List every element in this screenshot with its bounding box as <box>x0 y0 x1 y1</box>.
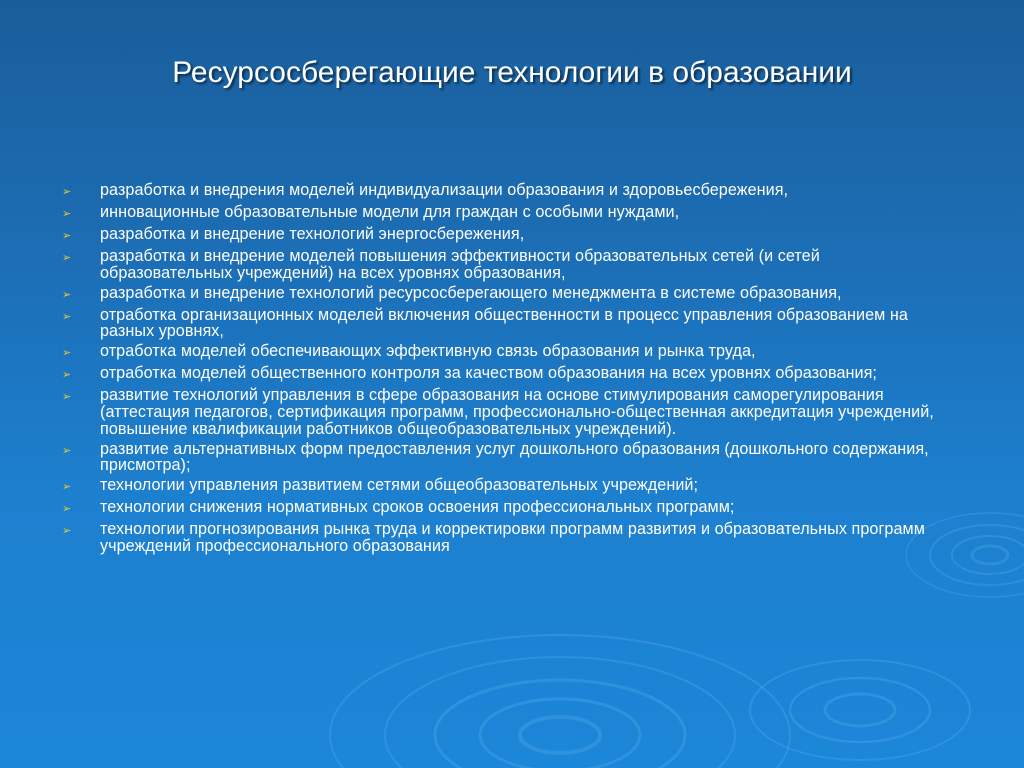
bullet-list <box>62 182 942 558</box>
list-item <box>62 285 942 304</box>
bullet-text: технологии управления развитием сетями общеобразовательных учреждений; <box>100 476 699 495</box>
list-item <box>62 307 942 341</box>
arrow-bullet-icon: ➢ <box>62 230 72 242</box>
arrow-bullet-icon: ➢ <box>62 347 72 360</box>
arrow-bullet-icon: ➢ <box>62 252 72 264</box>
slide-title: Ресурсосберегающие технологии в образовании <box>172 56 852 89</box>
bullet-text: разработка и внедрение моделей повышения эффективности образовательных сетей (и сетей образовательных учреждений) на всех уровнях образования, <box>100 247 820 282</box>
arrow-bullet-icon: ➢ <box>62 525 72 538</box>
arrow-bullet-icon: ➢ <box>62 186 72 198</box>
bullet-text: отработка моделей общественного контроля за качеством образования на всех уровнях образования; <box>100 364 877 383</box>
list-item <box>62 387 942 437</box>
arrow-bullet-icon: ➢ <box>62 391 72 404</box>
bullet-text: технологии снижения нормативных сроков освоения профессиональных программ; <box>100 498 735 517</box>
list-item <box>62 441 942 475</box>
bullet-text: разработка и внедрение технологий энергосбережения, <box>100 225 525 243</box>
list-item <box>62 499 942 518</box>
arrow-bullet-icon: ➢ <box>62 481 72 494</box>
bullet-text: отработка организационных моделей включения общественности в процесс управления образованием на разных уровнях, <box>100 305 908 341</box>
bullet-text: отработка моделей обеспечивающих эффективную связь образования и рынка труда, <box>100 342 756 361</box>
list-item <box>62 343 942 362</box>
bullet-text: инновационные образовательные модели для граждан с особыми нуждами, <box>100 203 680 221</box>
list-item <box>62 204 942 223</box>
arrow-bullet-icon: ➢ <box>62 288 72 301</box>
bullet-text: разработка и внедрение технологий ресурсосберегающего менеджмента в системе образования, <box>100 283 842 302</box>
arrow-bullet-icon: ➢ <box>62 444 72 457</box>
bullet-text: технологии прогнозирования рынка труда и корректировки программ развития и образовательных программ учреждений профессионального образования <box>100 520 925 555</box>
list-item <box>62 365 942 384</box>
bullet-text: развитие технологий управления в сфере образования на основе стимулирования саморегулирования (аттестация педагогов, сертификация программ, профессионально-общественная аккредитация учреждений, повышение квалификации работников общеобразовательных учреждений). <box>100 386 934 438</box>
list-item <box>62 477 942 496</box>
list-item <box>62 226 942 245</box>
arrow-bullet-icon: ➢ <box>62 310 72 323</box>
bullet-text: разработка и внедрения моделей индивидуализации образования и здоровьесбережения, <box>100 181 789 199</box>
bullet-text: развитие альтернативных форм предоставления услуг дошкольного образования (дошкольного содержания, присмотра); <box>100 439 929 475</box>
arrow-bullet-icon: ➢ <box>62 369 72 382</box>
list-item <box>62 248 942 282</box>
list-item <box>62 521 942 555</box>
arrow-bullet-icon: ➢ <box>62 208 72 220</box>
arrow-bullet-icon: ➢ <box>62 503 72 516</box>
list-item <box>62 182 942 201</box>
